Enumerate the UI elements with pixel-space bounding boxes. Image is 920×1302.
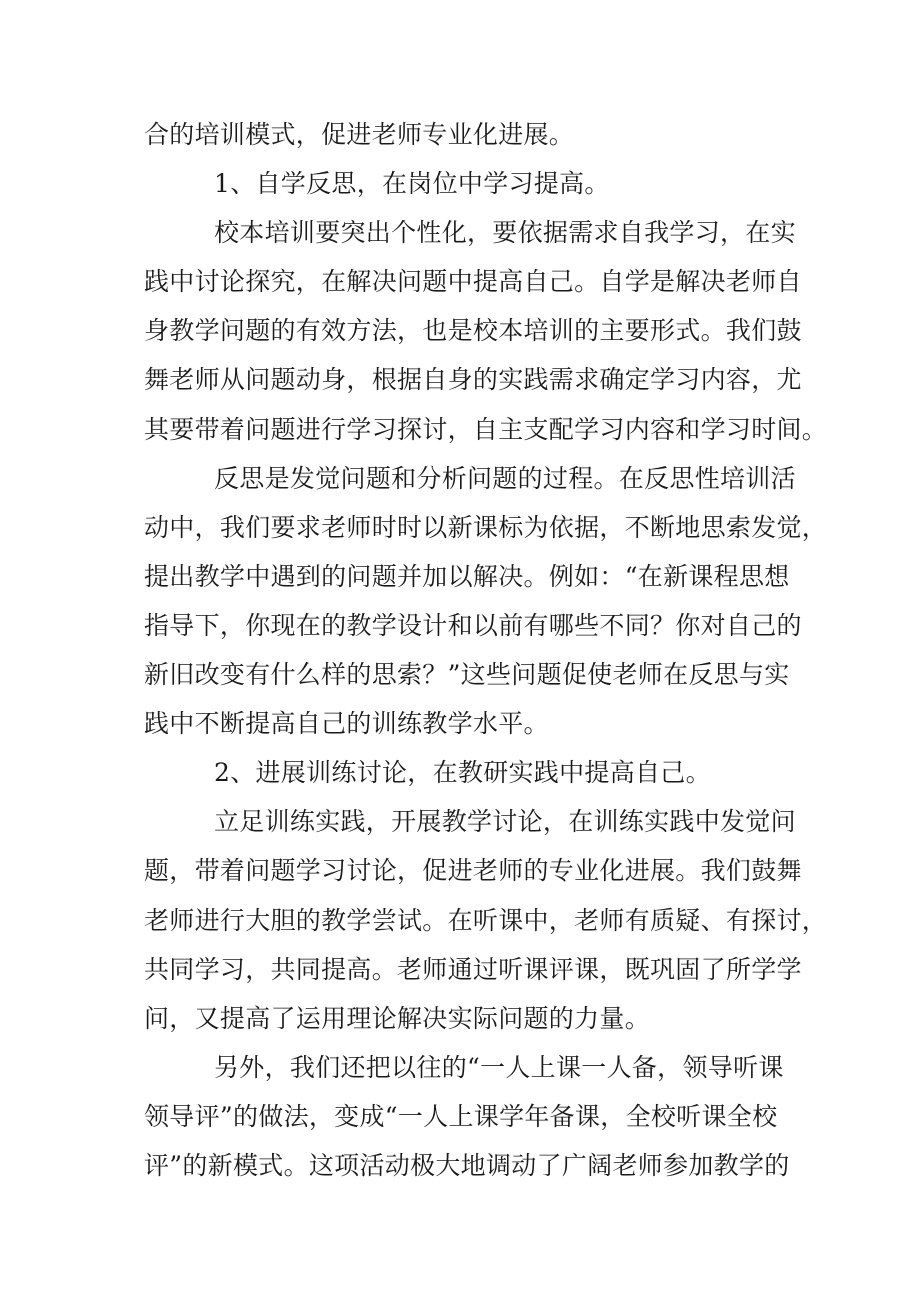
text-line: 践中讨论探究，在解决问题中提高自己。自学是解决老师自 xyxy=(144,267,802,297)
text-line: 指导下，你现在的教学设计和以前有哪些不同？你对自己的 xyxy=(144,610,802,640)
text-line: 身教学问题的有效方法，也是校本培训的主要形式。我们鼓 xyxy=(144,316,802,346)
text-line: 动中，我们要求老师时时以新课标为依据，不断地思索发觉， xyxy=(144,512,828,542)
text-line: 1、自学反思，在岗位中学习提高。 xyxy=(214,169,610,199)
text-line: 合的培训模式，促进老师专业化进展。 xyxy=(144,120,575,149)
text-line: 新旧改变有什么样的思索？”这些问题促使老师在反思与实 xyxy=(144,660,790,690)
text-line: 评”的新模式。这项活动极大地调动了广阔老师参加教学的 xyxy=(144,1150,790,1180)
body-text xyxy=(144,110,828,1190)
text-line: 提出教学中遇到的问题并加以解决。例如：“在新课程思想 xyxy=(144,561,790,591)
text-line: 反思是发觉问题和分析问题的过程。在反思性培训活 xyxy=(214,463,796,493)
text-line: 题，带着问题学习讨论，促进老师的专业化进展。我们鼓舞 xyxy=(144,856,802,886)
text-line: 2、进展训练讨论，在教研实践中提高自己。 xyxy=(214,758,711,788)
text-line: 老师进行大胆的教学尝试。在听课中，老师有质疑、有探讨， xyxy=(144,905,828,935)
text-line: 践中不断提高自己的训练教学水平。 xyxy=(144,709,549,739)
text-line: 共同学习，共同提高。老师通过听课评课，既巩固了所学学 xyxy=(144,954,802,984)
text-line: 校本培训要突出个性化，要依据需求自我学习，在实 xyxy=(214,218,796,248)
text-line: 舞老师从问题动身，根据自身的实践需求确定学习内容，尤 xyxy=(144,365,802,395)
text-line: 问，又提高了运用理论解决实际问题的力量。 xyxy=(144,1003,651,1033)
text-line: 领导评”的做法，变成“一人上课学年备课，全校听课全校 xyxy=(144,1101,778,1131)
text-line: 另外，我们还把以往的“一人上课一人备，领导听课 xyxy=(214,1052,784,1082)
text-line: 立足训练实践，开展教学讨论，在训练实践中发觉问 xyxy=(214,807,796,837)
text-line: 其要带着问题进行学习探讨，自主支配学习内容和学习时间。 xyxy=(144,414,828,444)
